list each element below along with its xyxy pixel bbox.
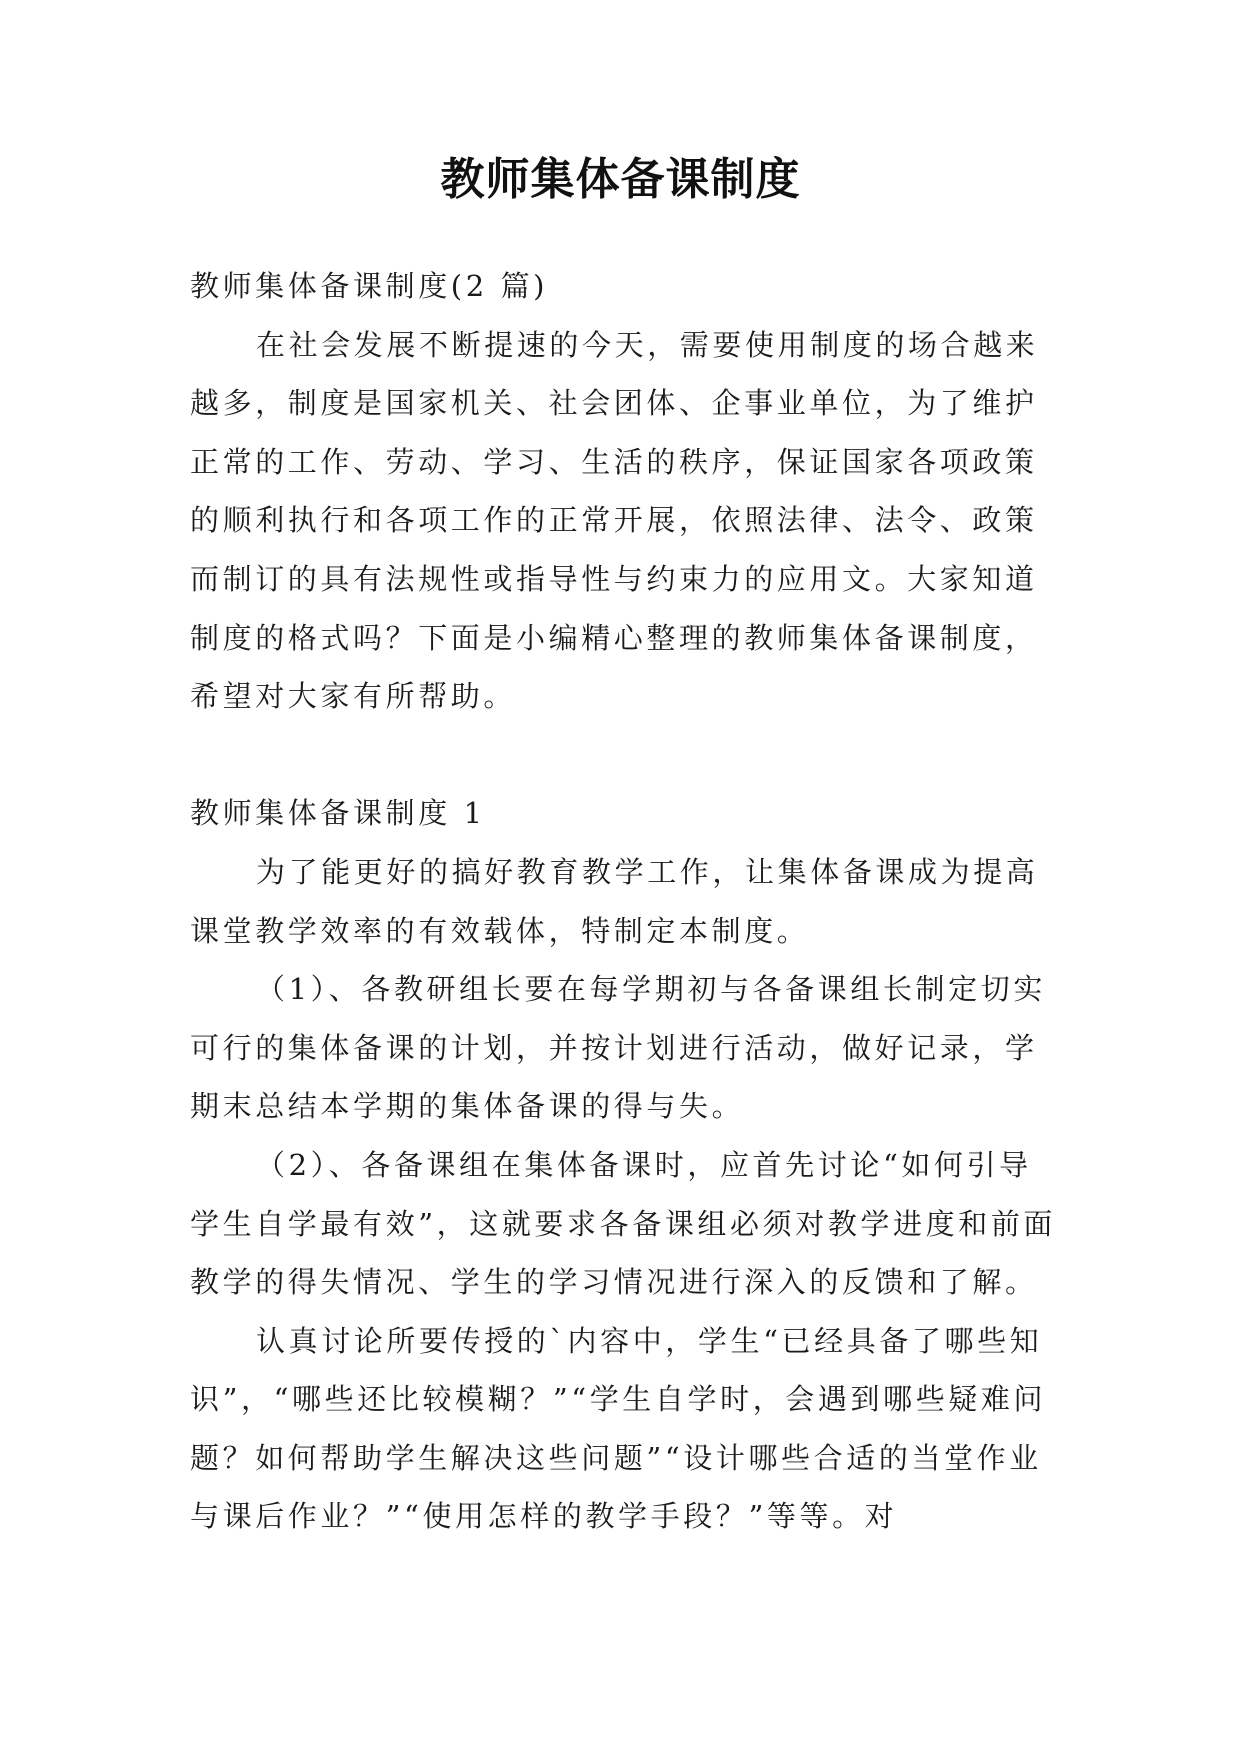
rule-paragraph-1: （1）、各教研组长要在每学期初与各备课组长制定切实可行的集体备课的计划，并按计划进行活动，做好记录，学期末总结本学期的集体备课的得与失。 [190,972,1046,1124]
intro-paragraph: 在社会发展不断提速的今天，需要使用制度的场合越来越多，制度是国家机关、社会团体、企事业单位，为了维护正常的工作、劳动、学习、生活的秩序，保证国家各项政策的顺利执行和各项工作的正常开展，依照法律、法令、政策而制订的具有法规性或指导性与约束力的应用文。大家知道制度的格式吗？下面是小编精心整理的教师集体备课制度，希望对大家有所帮助。 [190,327,1039,714]
document-title: 教师集体备课制度 [440,154,801,205]
discussion-paragraph: 认真讨论所要传授的`内容中，学生“已经具备了哪些知识”，“哪些还比较模糊？”“学生自学时，会遇到哪些疑难问题？如何帮助学生解决这些问题”“设计哪些合适的当堂作业与课后作业？”“使用怎样的教学手段？”等等。对 [190,1323,1047,1534]
subtitle-line: 教师集体备课制度(2 篇) [190,269,549,303]
section-heading: 教师集体备课制度 1 [190,796,486,831]
paragraph-spacer [190,726,1060,785]
document-body [190,257,1060,1546]
purpose-paragraph: 为了能更好的搞好教育教学工作，让集体备课成为提高课堂教学效率的有效载体，特制定本制度。 [190,854,1039,948]
rule-paragraph-2: （2）、各备课组在集体备课时，应首先讨论“如何引导学生自学最有效”，这就要求各备课组必须对教学进度和前面教学的得失情况、学生的学习情况进行深入的反馈和了解。 [190,1147,1057,1300]
